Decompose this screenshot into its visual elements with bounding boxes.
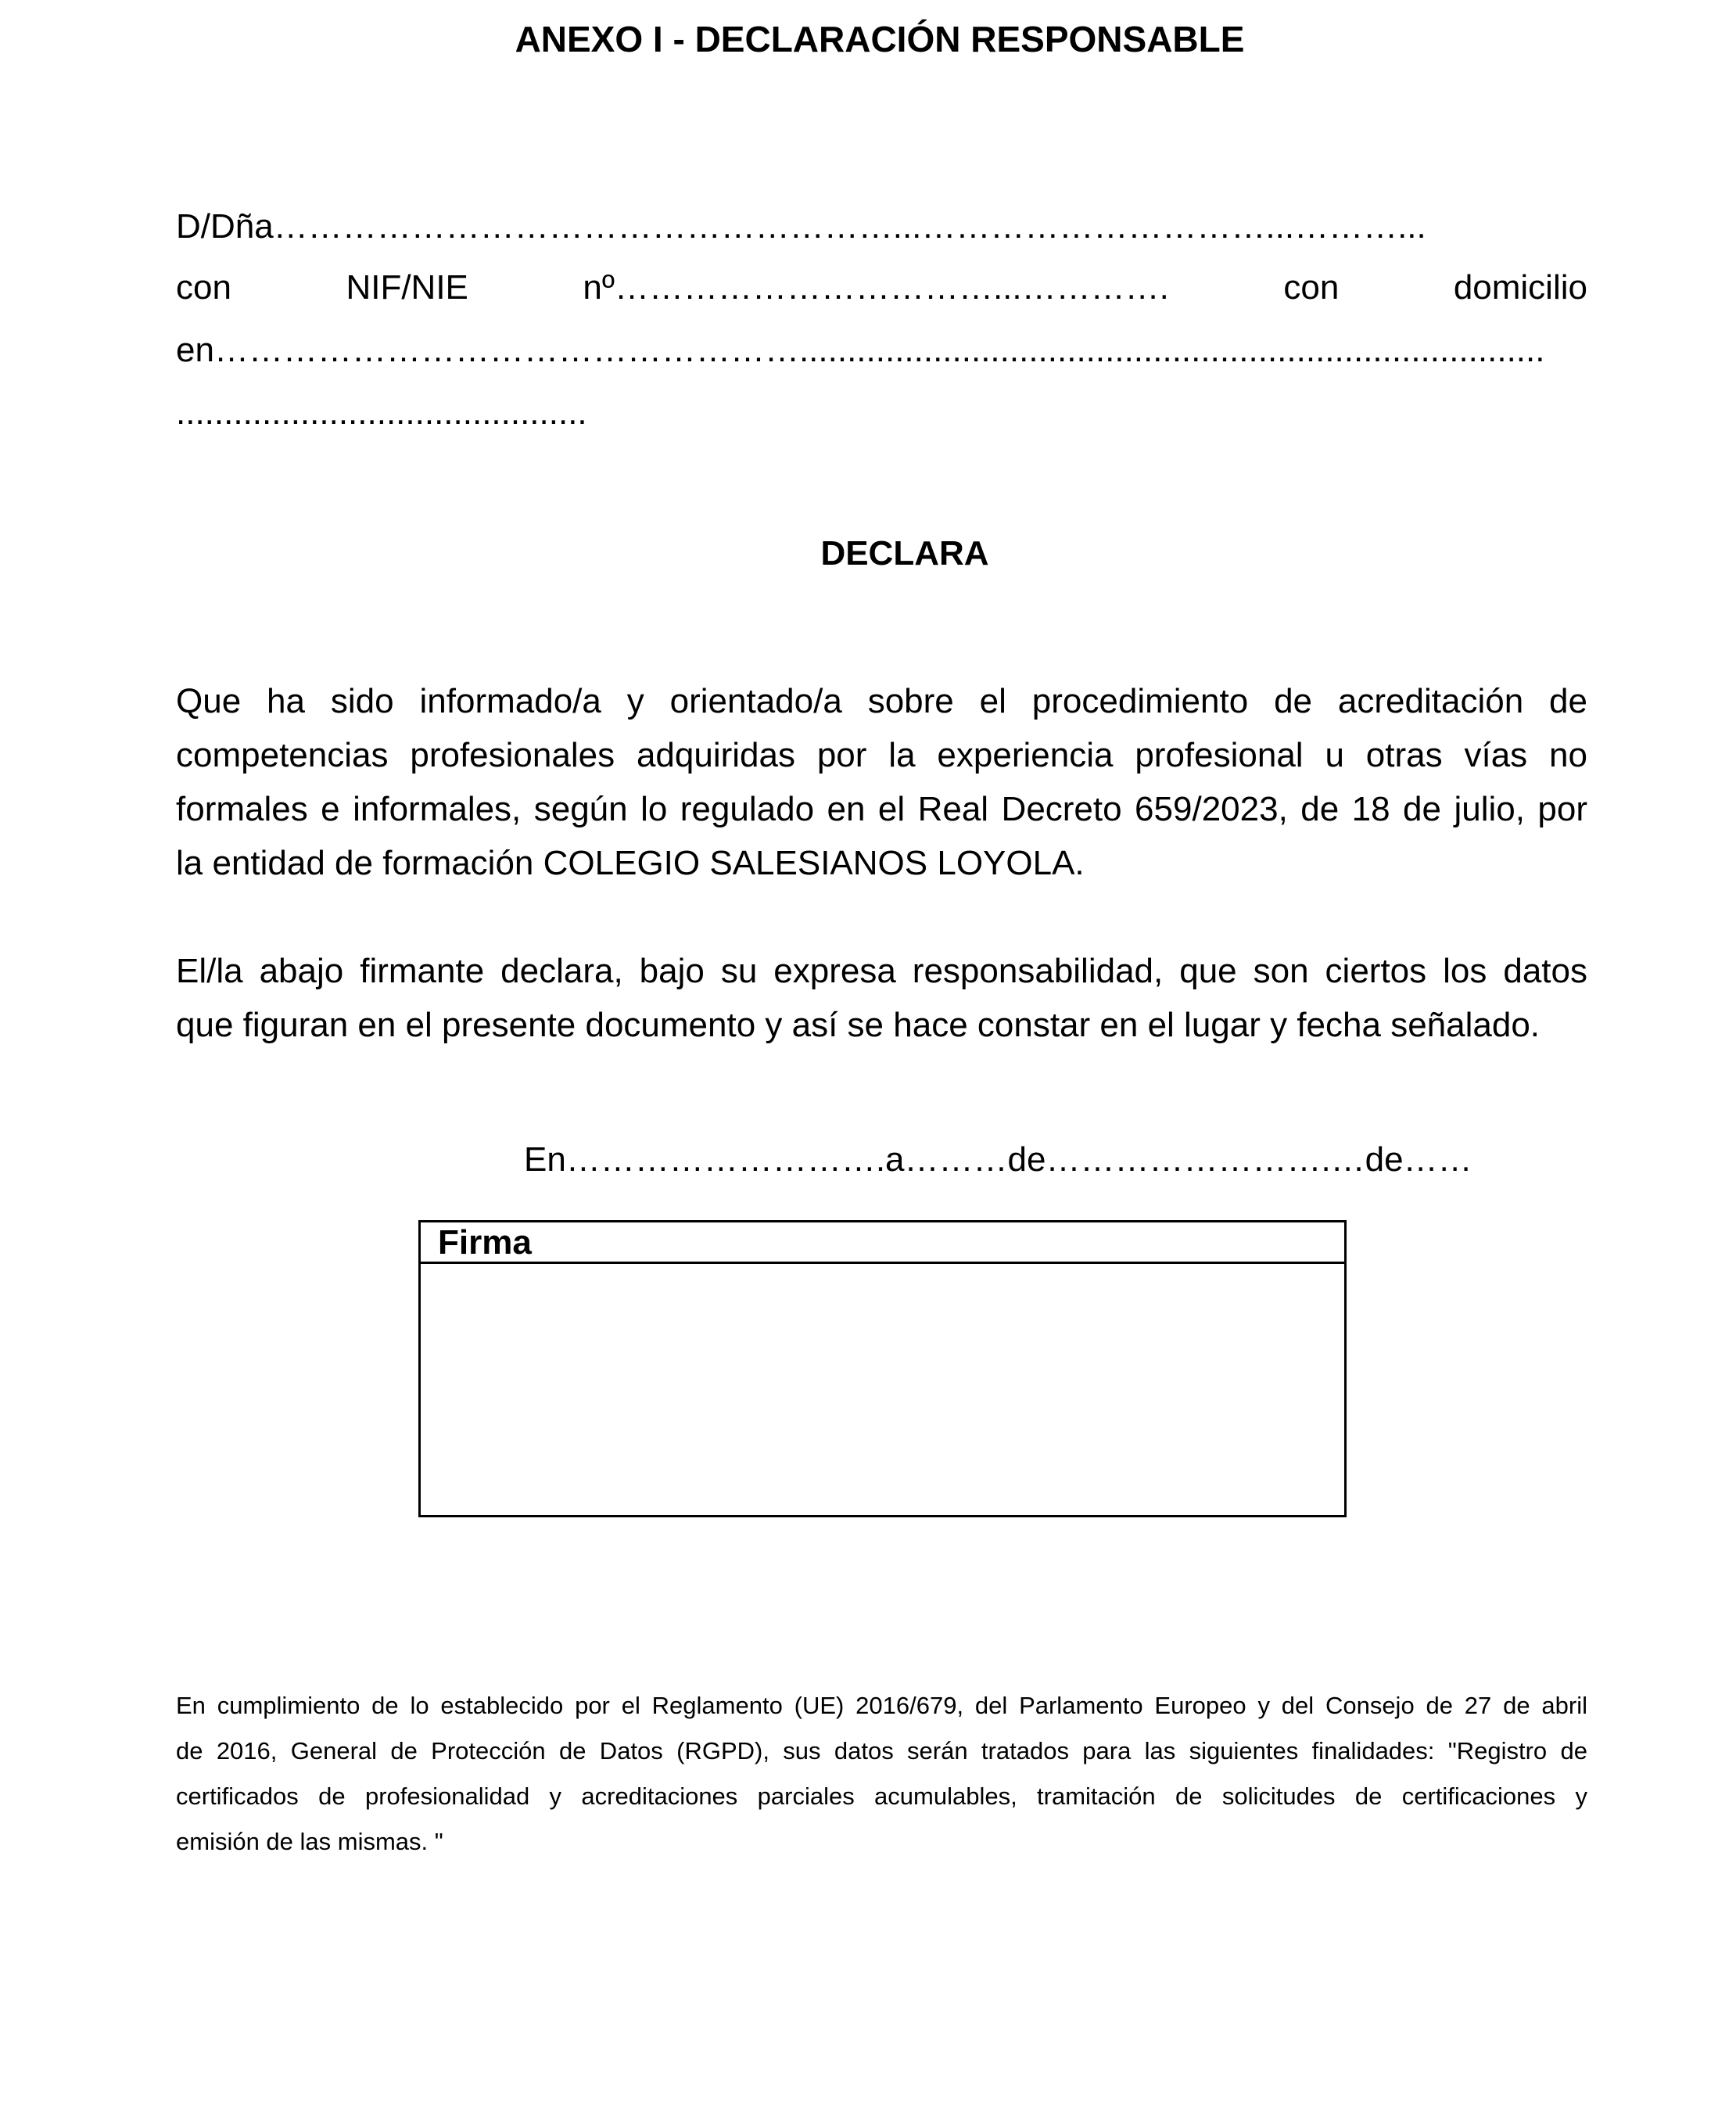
paragraph-line: formales e informales, según lo regulado en el Real Decreto 659/2023, de 18 de julio, por (176, 790, 1587, 828)
paragraph-line: El/la abajo firmante declara, bajo su expresa responsabilidad, que son ciertos los datos (176, 952, 1587, 990)
nif-number-dots: nº……………………………...…………. (583, 268, 1169, 307)
footer-line: certificados de profesionalidad y acreditaciones parciales acumulables, tramitación de solicitudes de certificaciones y (176, 1782, 1587, 1810)
paragraph-line: Que ha sido informado/a y orientado/a sobre el procedimiento de acreditación de (176, 682, 1587, 720)
paragraph-line: la entidad de formación COLEGIO SALESIANOS LOYOLA. (176, 844, 1085, 882)
signature-label: Firma (421, 1222, 1344, 1264)
nif-word-con-2: con (1283, 268, 1340, 307)
address-field-line-2: ........................................... (176, 393, 587, 432)
document-title: ANEXO I - DECLARACIÓN RESPONSABLE (515, 19, 1245, 59)
signature-box (418, 1220, 1347, 1517)
nif-field-line (176, 257, 1587, 319)
paragraph-responsibility (176, 944, 1587, 1052)
footer-line: de 2016, General de Protección de Datos (RGPD), sus datos serán tratados para las siguientes finalidades: "Registro de (176, 1737, 1587, 1764)
data-protection-notice (176, 1683, 1587, 1865)
paragraph-line: competencias profesionales adquiridas por la experiencia profesional u otras vías no (176, 736, 1587, 774)
nif-word-domicilio: domicilio (1453, 268, 1587, 307)
nif-word-nif-nie: NIF/NIE (346, 268, 468, 307)
paragraph-information (176, 674, 1587, 890)
footer-line: emisión de las mismas. " (176, 1828, 443, 1855)
address-field-line-1: en…………………………………………….............................................................................. (176, 331, 1545, 369)
footer-line: En cumplimiento de lo establecido por el Reglamento (UE) 2016/679, del Parlamento Europeo y del Consejo de 27 de abril (176, 1692, 1587, 1719)
declara-heading: DECLARA (820, 534, 989, 573)
name-field-line: D/Dña………………………………………………...…………………………...………... (176, 207, 1426, 246)
paragraph-line: que figuran en el presente documento y así se hace constar en el lugar y fecha señalado. (176, 1006, 1541, 1044)
signature-area[interactable] (421, 1264, 1344, 1515)
place-date-line: En……………………….a………de…………………….…de…… (524, 1140, 1472, 1179)
nif-word-con: con (176, 268, 231, 307)
